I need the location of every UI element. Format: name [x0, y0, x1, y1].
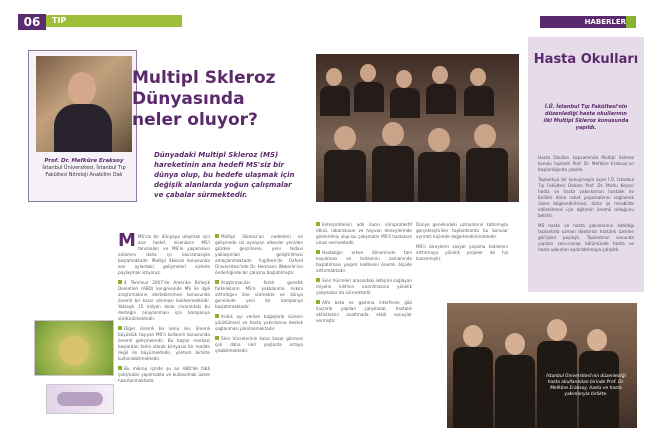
- col3-text-3: Sinir hücreleri arasındaki iletişimi sağlayan miyelin kılıfının onarılmasına yönelik çalışmalar da sürmektedir.: [316, 278, 412, 295]
- audience-head: [428, 128, 450, 152]
- profile-photo: [36, 56, 132, 152]
- bullet-square-icon: [215, 336, 219, 340]
- col4-paragraph-2: [416, 244, 508, 262]
- page-number-text: 06: [23, 15, 41, 29]
- col1-paragraph-2: [118, 280, 210, 322]
- audience-body: [418, 152, 460, 202]
- bullet-square-icon: [316, 300, 320, 304]
- profile-head-shape: [68, 72, 96, 106]
- bullet-square-icon: [118, 366, 122, 370]
- profile-name: Prof. Dr. Mefkûre Eraksoy: [44, 158, 124, 164]
- col3-paragraph-4: [316, 300, 412, 324]
- panel-head: [505, 333, 525, 355]
- panel-head: [547, 319, 567, 341]
- audience-body: [390, 88, 420, 118]
- col1-paragraph-1: [118, 230, 210, 276]
- panel-photo: [447, 303, 637, 428]
- audience-head: [470, 68, 486, 86]
- panel-head: [463, 325, 483, 347]
- col2-paragraph-1: [215, 234, 303, 276]
- col2-text-4: Sinir hücrelerinin kalıcı hasar görmesi çok daha ileri yaşlarda ortaya çıkabilmektedir.: [215, 336, 303, 353]
- article-title: Multipl Skleroz Dünyasında neler oluyor?: [132, 68, 276, 130]
- bullet-square-icon: [215, 314, 219, 318]
- col3-paragraph-2: [316, 250, 412, 274]
- article-column-3: [316, 222, 412, 418]
- col4-text-1: Dünya genelindeki uzmanların katılımıyla gerçekleştirilen toplantılarda bu konular ayrıntılı biçimde değerlendirilmektedir.: [416, 222, 508, 239]
- audience-body: [372, 146, 414, 202]
- col2-text-3: Aralık ayı verilen bağışlarla sürecin yürütülmesi ve hasta yakınlarına destek sağlanması planlanmaktadır.: [215, 314, 303, 331]
- col4-text-2: MS'li bireylerin sosyal yaşama katılımını arttırmaya yönelik projeler de hız kazanmıştır.: [416, 244, 508, 261]
- article-column-1: [118, 230, 210, 414]
- sidebar-title: Hasta Okulları: [533, 52, 639, 67]
- audience-head: [326, 68, 342, 86]
- sidebar-lead: İ.Ü. İstanbul Tıp Fakültesi'nin düzenlediği hasta okullarının ilki Multipl Skleroz konusunda yapıldı.: [543, 104, 629, 131]
- col1-text-1: MS'siz bir dünyaya ulaşmak için ana hedef, insanların MS'i tanımaları ve MS'le yaşamanın anlamını daha iyi kavramasıyla başlamaktadır. Multipl Skleroz konusunda son aylardaki gelişmeleri sizlerle paylaşmak istiyoruz.: [118, 234, 210, 275]
- leaf-photo: [34, 320, 114, 376]
- col1-paragraph-4: [118, 366, 210, 384]
- col3-text-4: Alfa beta ve gamma interferon gibi ilaçlarla yapılan çalışmalar, hastalık aktivitesini azaltmada etkili sonuçlar vermiştir.: [316, 300, 412, 323]
- col1-paragraph-3: [118, 326, 210, 362]
- col1-text-3: Diğer önemli bir konu ise, önemli büyüklük taşıyan MS'li kullanım konusunda önemli gelişmelerdir. Bu başlar merkezi başlardan farklı olarak kimyasal bir madde değil ile büyümektedir, yöntem birlikte kullanılabilmektedir.: [118, 326, 210, 361]
- audience-head: [360, 64, 376, 82]
- ms-logo-shape: [57, 392, 103, 406]
- audience-body: [354, 82, 384, 112]
- panel-head: [587, 329, 607, 351]
- audience-body: [466, 148, 508, 202]
- section-corner: [626, 16, 636, 28]
- section-label-haberler: HABERLER: [540, 16, 636, 28]
- bullet-square-icon: [316, 222, 320, 226]
- ms-logo-photo: [46, 384, 114, 414]
- audience-body: [464, 86, 494, 116]
- audience-photo: [316, 54, 519, 202]
- audience-body: [320, 86, 350, 116]
- audience-head: [474, 124, 496, 148]
- col2-paragraph-2: [215, 280, 303, 310]
- bullet-square-icon: [215, 280, 219, 284]
- profile-affiliation: İstanbul Üniversitesi, İstanbul Tıp Fakültesi Nöroloji Anabilim Dalı: [42, 165, 126, 178]
- sidebar-paragraph-3: MS hasta ve hasta yakınlarının katıldığı toplantıda uzman doktorlar hastalık üzerine görüşleri paylaştı. Toplantının sonunda yapılan soru-cevap bölümünde hasta ve hasta yakınları aydınlatılmaya çalışıldı.: [538, 223, 634, 252]
- sidebar-paragraph-2: Toplantıya bir konuşmayla açan İ.Ü. İstanbul Tıp Fakültesi Dekanı Prof. Dr. Mutlu Keçeci hasta ve hasta yakınlarının hastalık ile birlikte daha rahat yaşamalarını sağlamak üzere bilgilendirilmesi, daha iyi rehabilite edilebilmesi için eğitimin önemli olduğunu belirtti.: [538, 177, 634, 218]
- audience-head: [382, 122, 404, 146]
- col1-text-2: 4 Temmuz 2007'de Amerika Birleşik Devletleri (ABD) kongresinde MS ile ilgili araştırmaların desteklenmesi konusunda önemli bir karar alınması beklenmektedir. Yaklaşık 15 milyon dolar civarındaki bu desteğin onaylanması için kampanya sürdürülmektedir.: [118, 280, 210, 321]
- sidebar-text: [538, 155, 634, 257]
- col2-paragraph-4: [215, 336, 303, 354]
- drop-cap: M: [118, 230, 136, 251]
- audience-head: [334, 126, 356, 150]
- col2-paragraph-3: [215, 314, 303, 332]
- section-label-tip: TIP: [46, 15, 182, 27]
- col3-text-1: Enterproteinin adlı ilacın nöroprotektif etkisi, laboratuvar ve hayvan deneylerinde gösterilmiş olup bu çalışmalar MS'li hastalara umut vermektedir.: [316, 222, 412, 245]
- profile-caption: [34, 158, 134, 179]
- col3-text-2: Hastalığın erken döneminde tanı koyulması ve tedavinin zamanında başlatılması yaşam kalitesini önemli ölçüde arttırmaktadır.: [316, 250, 412, 273]
- bullet-square-icon: [316, 278, 320, 282]
- bullet-square-icon: [118, 326, 122, 330]
- col3-paragraph-1: [316, 222, 412, 246]
- bullet-square-icon: [118, 280, 122, 284]
- bullet-square-icon: [316, 250, 320, 254]
- audience-head: [396, 70, 412, 88]
- page-number: [18, 14, 46, 30]
- col3-paragraph-3: [316, 278, 412, 296]
- audience-body: [426, 84, 456, 114]
- panel-photo-caption: İstanbul Üniversitesi'nin düzenlediği hasta okullarından birinde Prof. Dr. Mefkûre Eraksoy, hasta ve hasta yakınlarıyla birlikte.: [546, 374, 626, 397]
- audience-body: [324, 150, 366, 202]
- bullet-square-icon: [215, 234, 219, 238]
- profile-body-shape: [54, 104, 112, 152]
- article-column-4: [416, 222, 508, 302]
- col2-text-2: Araştırmacılar farklı genetik farklılıkların MS'e yakalanma riskini arttırdığını öne sürmekte ve dünya genelinde yeni bir kampanya başlatılmaktadır.: [215, 280, 303, 309]
- article-column-2: [215, 234, 303, 414]
- sidebar-paragraph-1: Hasta Okulları kapsamında Multipl Skleroz konulu toplantı Prof. Dr. Mefkûre Eraksoy'un başkanlığında yapıldı.: [538, 155, 634, 172]
- panel-body: [495, 355, 535, 428]
- col1-text-4: Bu mikrop içinde şu an ABD'de hâlâ çalışmalar yapılmakta ve kullanılmak üzere hazırlanmaktadır.: [118, 366, 210, 383]
- panel-body: [453, 347, 493, 428]
- audience-head: [432, 66, 448, 84]
- col4-paragraph-1: [416, 222, 508, 240]
- article-lead: Dünyadaki Multipl Skleroz (MS) hareketinin ana hedefi MS'siz bir dünya olup, bu hedefe ulaşmak için değişik alanlarda yoğun çalışmalar ve çabalar sürmektedir.: [154, 151, 295, 199]
- col2-text-1: Multipl Skleroz'un nedenleri ve gelişmede rol oynayan etkenler yeniden gözden geçirilerek, yeni tedavi yaklaşımları geliştirilmesi amaçlanmaktadır. İngiltere'de Oxford Üniversitesi'nde Dr. Hermann Wekerle'nin önderliğinde bir çalışma başlatılmıştır.: [215, 234, 303, 275]
